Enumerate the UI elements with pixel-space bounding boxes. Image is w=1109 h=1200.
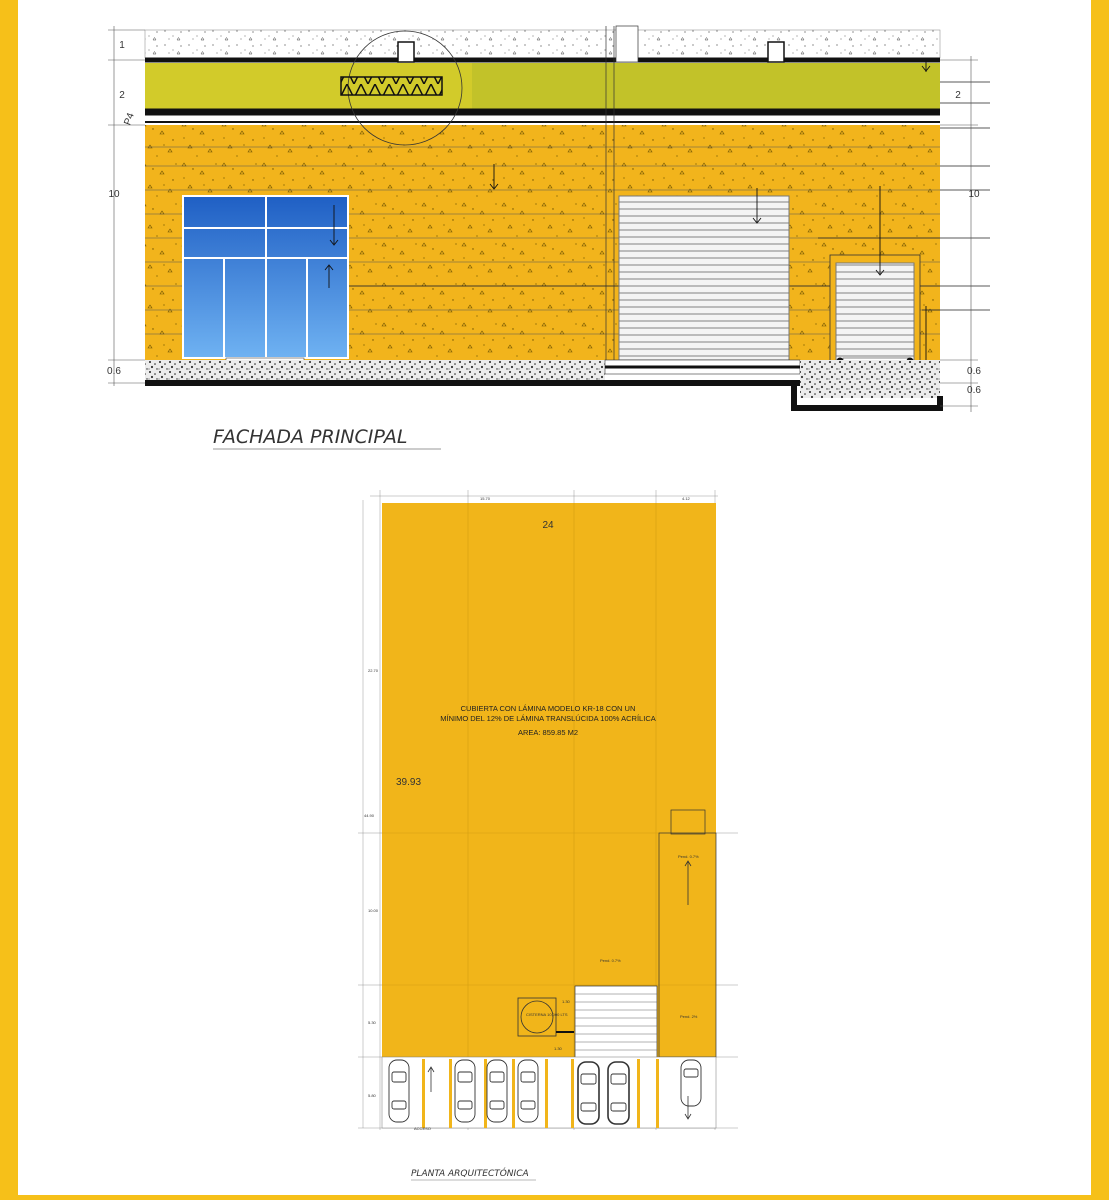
plan-dim-side-a: 22.70: [368, 668, 379, 673]
plan-roof-note-1: CUBIERTA CON LÁMINA MODELO KR-18 CON UN: [460, 704, 636, 713]
plan-length-label: 39.93: [396, 777, 422, 788]
plan-dim-top-a: 15.70: [480, 496, 491, 501]
facade-title: FACHADA PRINCIPAL: [213, 426, 408, 448]
facade-dim-left-3: 10: [108, 189, 120, 200]
drawing-canvas: [18, 0, 1091, 1195]
car: [681, 1060, 701, 1106]
facade-dim-right-3: 0.6: [967, 366, 981, 377]
plan-dim-side-b: 44.90: [364, 813, 375, 818]
facade-base-right: [800, 360, 940, 398]
car: [455, 1060, 475, 1122]
facade-dim-right-1: 2: [955, 90, 961, 101]
plan-access-label: ACCESO: [414, 1126, 431, 1131]
car: [578, 1062, 599, 1124]
plan-cistern-label: CISTERNA 10,000 LTS: [526, 1012, 568, 1017]
plan-slope-c: Pend. 2%: [680, 1014, 698, 1019]
facade-parapet: [145, 30, 940, 58]
car: [518, 1060, 538, 1122]
facade-truss: [341, 77, 442, 95]
plan-width-label: 24: [542, 520, 554, 531]
plan-title: PLANTA ARQUITECTÓNICA: [411, 1169, 529, 1179]
facade-lamp-right: [768, 42, 784, 62]
plan-slope-a: Pend. 0.7%: [678, 854, 699, 859]
facade-dim-left-2: 2: [119, 90, 125, 101]
facade-dim-right-4: 0.6: [967, 385, 981, 396]
plan-dim-side-e: 5.80: [368, 1093, 376, 1098]
facade-base-left: [145, 360, 605, 380]
facade-dim-right-2: 10: [968, 189, 980, 200]
facade-lamp-left: [398, 42, 414, 62]
architectural-plan: [358, 490, 738, 1180]
facade-dim-left-4: 0.6: [107, 366, 121, 377]
plan-dim-side-d: 5.30: [368, 1020, 376, 1025]
plan-slope-b: Pend. 0.7%: [600, 958, 621, 963]
drawing-sheet: [18, 0, 1091, 1195]
plan-dock-stairs: [575, 986, 657, 1058]
car: [389, 1060, 409, 1122]
plan-roof-note-2: MÍNIMO DEL 12% DE LÁMINA TRANSLÚCIDA 100% ACRÍLICA: [440, 714, 656, 723]
plan-dock-b: 1.30: [554, 1046, 562, 1051]
car: [608, 1062, 629, 1124]
plan-dim-top-b: 4.12: [682, 496, 690, 501]
plan-roof-area: [382, 503, 716, 1057]
facade-rollup-door: [619, 196, 789, 360]
car: [487, 1060, 507, 1122]
facade-dim-left-1: 1: [119, 40, 125, 51]
plan-area-label: AREA: 859.85 M2: [517, 728, 579, 737]
plan-dim-side-c: 10.00: [368, 908, 379, 913]
facade-elevation: [107, 26, 990, 449]
plan-dock-a: 1.30: [562, 999, 570, 1004]
plan-parking-area: [382, 1057, 716, 1128]
facade-small-door: [836, 263, 914, 360]
facade-band-tag: P4: [122, 111, 137, 127]
